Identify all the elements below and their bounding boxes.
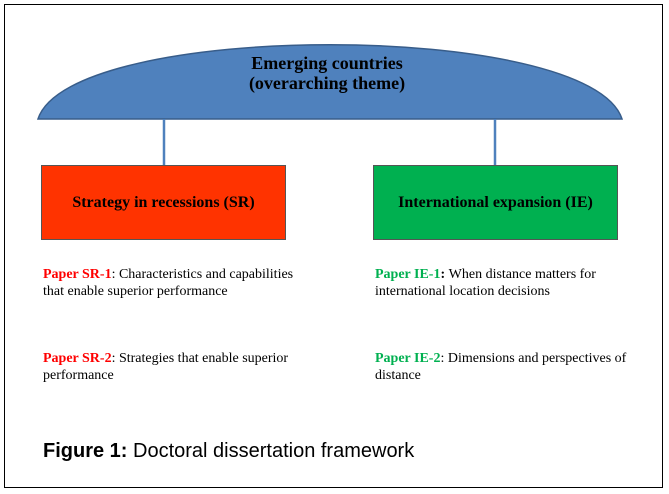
paper-ie2 — [375, 350, 635, 384]
paper-sr1-text: Characteristics and capabilities that enable superior performance — [43, 267, 294, 299]
paper-ie1-tag: Paper IE-1 — [375, 267, 441, 282]
sr-box: Strategy in recessions (SR) — [41, 165, 286, 240]
paper-ie2-text: Dimensions and perspectives of distance — [375, 351, 627, 383]
paper-ie1-sep: : — [440, 267, 449, 282]
paper-ie1-text: When distance matters for international location decisions — [375, 267, 596, 299]
paper-sr2-tag: Paper SR-2 — [43, 351, 112, 366]
paper-ie2-sep: : — [440, 351, 448, 366]
paper-sr1-sep: : — [111, 267, 119, 282]
paper-sr1 — [43, 266, 303, 300]
figure-caption — [43, 440, 414, 463]
theme-title-line1: Emerging countries — [251, 53, 403, 73]
ie-box: International expansion (IE) — [373, 165, 618, 240]
paper-sr2-text: Strategies that enable superior performance — [43, 351, 289, 383]
paper-ie1 — [375, 266, 635, 300]
paper-sr2 — [43, 350, 303, 384]
theme-title-line2: (overarching theme) — [248, 73, 406, 93]
theme-title — [36, 53, 618, 93]
paper-ie2-tag: Paper IE-2 — [375, 351, 441, 366]
figure-caption-label: Figure 1: — [43, 440, 128, 462]
paper-sr1-tag: Paper SR-1 — [43, 267, 112, 282]
paper-sr2-sep: : — [111, 351, 119, 366]
figure-caption-text: Doctoral dissertation framework — [127, 440, 415, 462]
